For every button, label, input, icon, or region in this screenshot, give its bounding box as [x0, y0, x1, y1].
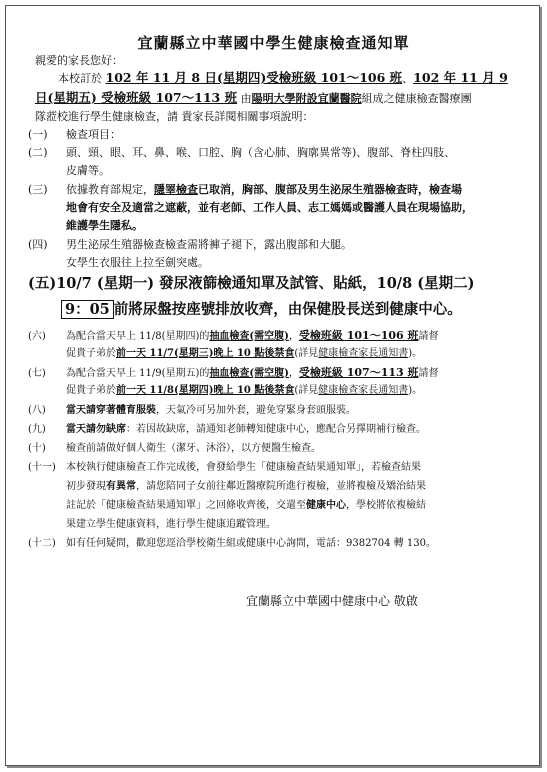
item-text: 請督: [418, 331, 439, 342]
item-3-cont: 維護學生隱私。: [66, 219, 143, 232]
item-text: 註記於「健康檢查結果通知單」之回條收齊後，交還至: [66, 500, 306, 511]
item-text: 已取消，胸部、腹部及男生泌尿生殖器檢查時，檢查場: [198, 183, 462, 196]
item-text: 依據教育部規定，: [66, 183, 154, 196]
item-2-cont: 皮膚等。: [66, 164, 110, 177]
item-text: (詳見: [294, 385, 319, 396]
item-text: )。: [408, 348, 423, 359]
item-text: 促貴子弟於: [66, 348, 116, 359]
item-2: [28, 144, 455, 162]
intro-line-3: 隊蒞校進行學生健康檢查，請 貴家長詳閱相關事項說明：: [35, 110, 314, 123]
item-5: (五)10/7 (星期一) 發尿液篩檢通知單及試管、貼紙，10/8 (星期二): [28, 275, 475, 292]
item-label: (三): [28, 183, 48, 196]
item-label: (十): [28, 443, 46, 454]
emphasis: 抽血檢查(需空腹): [209, 368, 289, 379]
item-label: (十二): [28, 538, 56, 549]
exam-date-2a: 102 年 11 月 9: [413, 70, 508, 85]
hospital-name: 陽明大學附設宜蘭醫院: [251, 92, 362, 105]
item-text: (詳見: [294, 348, 319, 359]
intro-text: 組成之健康檢查醫療團: [361, 92, 472, 105]
item-label: (七): [28, 368, 46, 379]
signature: 宜蘭縣立中華國中健康中心 敬啟: [246, 594, 418, 608]
item-text: ，: [288, 368, 299, 379]
item-label: (十一): [28, 462, 56, 473]
intro-line-2: [35, 88, 472, 109]
reference-doc: 健康檢查家長通知書: [318, 385, 409, 396]
item-text: 促貴子弟於: [66, 385, 116, 396]
item-text: 請督: [418, 368, 439, 379]
emphasis: 前一天 11/8(星期四)晚上 10 點後禁食: [116, 385, 295, 396]
item-7-cont: [66, 382, 422, 399]
item-text: 男生泌尿生殖器檢查檢查需將褲子褪下，露出腹部和大腿。: [66, 238, 352, 251]
item-text: ：若因故缺席，請通知老師轉知健康中心，應配合另擇期補行檢查。: [126, 424, 426, 435]
item-4: [28, 236, 352, 254]
notice-sheet: [5, 5, 540, 766]
item-label: (六): [28, 331, 46, 342]
item-label: (二): [28, 146, 48, 159]
emphasis: 當天請穿著體育服裝: [66, 405, 156, 416]
emphasis: 抽血檢查(需空腹): [209, 331, 289, 342]
intro-text: 由: [240, 92, 252, 105]
deadline-time: 9：05: [61, 300, 114, 319]
item-1: [28, 126, 121, 144]
item-11-cont: [66, 478, 426, 495]
item-text: 為配合當天早上 11/8(星期四)的: [66, 331, 210, 342]
intro-line-1: [35, 68, 508, 89]
item-6-cont: [66, 345, 422, 362]
item-11: [28, 459, 421, 476]
item-7: [28, 364, 439, 382]
item-text: 初步發現: [66, 481, 106, 492]
item-text: 檢查項目：: [66, 128, 121, 141]
item-text: 為配合當天早上 11/9(星期五)的: [66, 368, 210, 379]
item-text: 頭、頸、眼、耳、鼻、喉、口腔、胸（含心肺、胸廓異常等)、腹部、脊柱四肢、: [66, 146, 456, 159]
item-11-cont: 果建立學生健康資料，進行學生健康追蹤管理。: [66, 519, 276, 530]
page-title: 宜蘭縣立中華國中學生健康檢查通知單: [137, 34, 410, 52]
item-9: [28, 421, 426, 438]
item-12: [28, 535, 436, 552]
exam-date-1: 102 年 11 月 8 日(星期四)受檢班級 101～106 班: [105, 70, 403, 85]
item-label: (九): [28, 424, 46, 435]
emphasis: 有異常: [106, 481, 136, 492]
item-text: 前將尿盤按座號排放收齊，由保健股長送到健康中心。: [113, 301, 462, 318]
item-label: (一): [28, 128, 48, 141]
emphasis: 當天請勿缺席: [66, 424, 126, 435]
emphasis: 受檢班級 107～113 班: [298, 366, 419, 379]
emphasis: 健康中心: [306, 500, 346, 511]
item-label: (八): [28, 405, 46, 416]
item-text: 本校執行健康檢查工作完成後，會發給學生「健康檢查結果通知單」，若檢查結果: [66, 462, 421, 473]
item-text: 檢查前請做好個人衛生（潔牙、沐浴），以方便醫生檢查。: [66, 443, 321, 454]
item-text: 如有任何疑問，歡迎您逕洽學校衛生組或健康中心詢問，電話：9382704 轉 130。: [66, 538, 436, 549]
intro-text: 本校訂於: [58, 72, 102, 85]
item-11-cont: [66, 497, 426, 514]
item-label: (四): [28, 238, 48, 251]
greeting: 親愛的家長您好：: [35, 54, 123, 67]
item-3: [28, 181, 462, 199]
item-text: )。: [408, 385, 423, 396]
item-10: [28, 440, 321, 457]
item-3-cont: 地會有安全及適當之遮蔽，並有老師、工作人員、志工媽媽或醫護人員在現場協助，: [66, 201, 473, 214]
item-text: ，學校將依複檢結: [346, 500, 426, 511]
emphasis: 隱睪檢查: [154, 183, 198, 196]
intro-separator: 、: [402, 72, 414, 85]
reference-doc: 健康檢查家長通知書: [318, 348, 409, 359]
item-4-cont: 女學生衣服往上拉至劍突處。: [66, 256, 209, 269]
item-text: ，天氣冷可另加外套，避免穿緊身套頭服裝。: [156, 405, 356, 416]
item-6: [28, 327, 439, 345]
exam-date-2b: 日(星期五) 受檢班級 107～113 班: [35, 90, 238, 105]
emphasis: 受檢班級 101～106 班: [298, 329, 419, 342]
item-5-cont: [61, 300, 462, 320]
item-text: ，: [288, 331, 299, 342]
item-8: [28, 402, 356, 419]
emphasis: 前一天 11/7(星期三)晚上 10 點後禁食: [116, 348, 295, 359]
item-text: ，請您陪同子女前往鄰近醫療院所進行複檢，並將複檢及矯治結果: [136, 481, 426, 492]
